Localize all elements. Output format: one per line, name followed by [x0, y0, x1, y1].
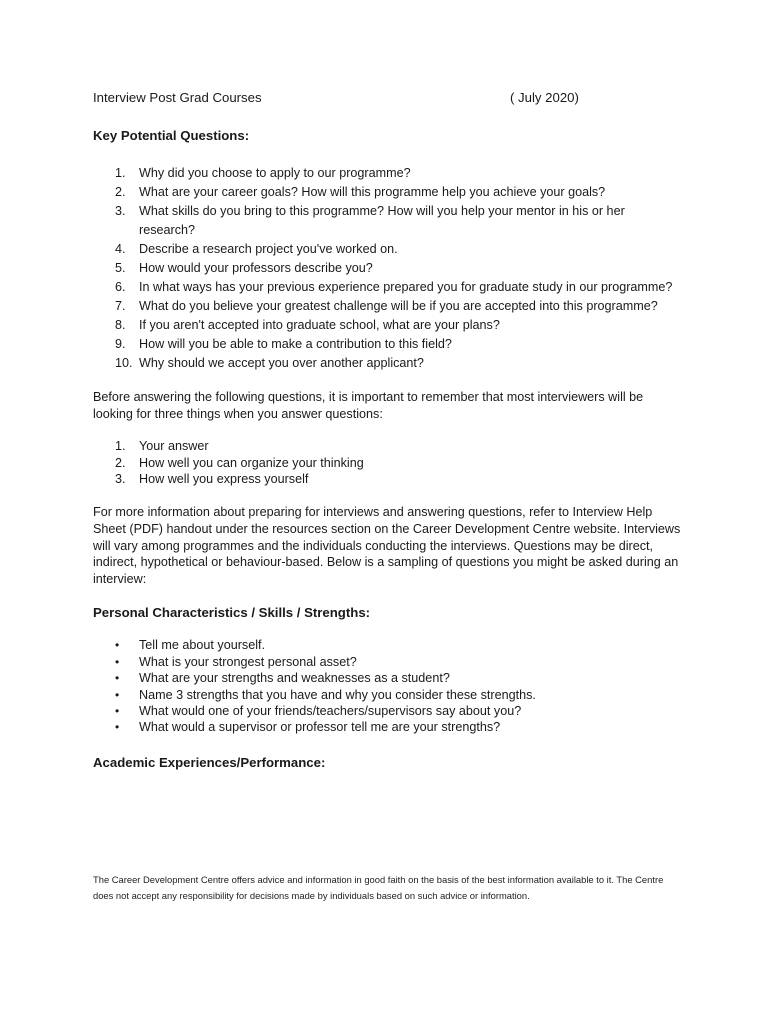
- question-text: What skills do you bring to this programme? How will you help your mentor in his or her research?: [139, 204, 625, 237]
- document-page: [93, 88, 683, 772]
- list-item: [93, 164, 683, 183]
- list-item: [93, 687, 683, 703]
- list-item: [93, 259, 683, 278]
- list-item: [93, 335, 683, 354]
- list-item: [93, 354, 683, 373]
- list-item: [93, 183, 683, 202]
- academic-heading: Academic Experiences/Performance:: [93, 754, 326, 770]
- bullet-icon: •: [115, 671, 120, 686]
- document-title: Interview Post Grad Courses: [93, 90, 262, 105]
- personal-questions-list: [93, 637, 683, 735]
- three-things-list: [93, 438, 683, 487]
- list-number: 3.: [115, 472, 126, 486]
- list-item: [93, 719, 683, 735]
- question-text: What is your strongest personal asset?: [139, 654, 357, 669]
- item-text: Your answer: [139, 439, 209, 454]
- bullet-icon: •: [115, 687, 120, 702]
- question-text: What are your strengths and weaknesses as a student?: [139, 671, 450, 686]
- list-number: 2.: [115, 185, 126, 199]
- key-questions-list: [93, 164, 683, 373]
- list-item: [93, 316, 683, 335]
- list-number: 1.: [115, 166, 126, 180]
- list-item: [93, 202, 683, 240]
- bullet-icon: •: [115, 704, 120, 718]
- question-text: What do you believe your greatest challenge will be if you are accepted into this programme?: [139, 299, 658, 313]
- question-text: Name 3 strengths that you have and why you consider these strengths.: [139, 687, 536, 702]
- item-text: How well you express yourself: [139, 472, 309, 486]
- list-number: 6.: [115, 280, 126, 294]
- list-number: 9.: [115, 337, 126, 351]
- question-text: Why did you choose to apply to our programme?: [139, 166, 411, 180]
- list-item: [93, 438, 683, 454]
- question-text: In what ways has your previous experience prepared you for graduate study in our programme?: [139, 280, 673, 294]
- key-questions-heading: Key Potential Questions:: [93, 128, 250, 143]
- list-item: [93, 703, 683, 719]
- personal-heading: Personal Characteristics / Skills / Strengths:: [93, 605, 371, 621]
- bullet-icon: •: [115, 654, 120, 669]
- question-text: If you aren't accepted into graduate school, what are your plans?: [139, 318, 500, 332]
- list-item: [93, 455, 683, 471]
- list-number: 2.: [115, 455, 126, 470]
- list-item: [93, 654, 683, 670]
- item-text: How well you can organize your thinking: [139, 455, 364, 470]
- document-header: [93, 88, 683, 107]
- question-text: Describe a research project you've worked on.: [139, 242, 398, 256]
- info-paragraph: For more information about preparing for interviews and answering questions, refer to Interview Help Sheet (PDF) handout under the resources section on the Career Development Centre website. Interviews will vary among programmes and the individuals conducting the interviews. Questions may be direct, indirect, hypothetical or behaviour-based. Below is a sampling of questions you might be asked during an interview:: [93, 505, 681, 586]
- intro-paragraph: Before answering the following questions, it is important to remember that most interviewers will be looking for three things when you answer questions:: [93, 390, 644, 421]
- question-text: What are your career goals? How will this programme help you achieve your goals?: [139, 185, 606, 199]
- question-text: Why should we accept you over another applicant?: [139, 356, 424, 370]
- bullet-icon: •: [115, 638, 120, 653]
- bullet-icon: •: [115, 720, 120, 735]
- list-item: [93, 240, 683, 259]
- question-text: What would a supervisor or professor tell me are your strengths?: [139, 720, 501, 735]
- list-item: [93, 471, 683, 487]
- list-item: [93, 278, 683, 297]
- list-number: 5.: [115, 261, 126, 275]
- list-number: 3.: [115, 204, 126, 218]
- list-item: [93, 637, 683, 653]
- question-text: Tell me about yourself.: [139, 638, 265, 653]
- list-number: 7.: [115, 299, 126, 313]
- list-number: 8.: [115, 318, 126, 332]
- list-number: 1.: [115, 439, 126, 454]
- list-number: 10.: [115, 356, 133, 370]
- disclaimer-footer: The Career Development Centre offers advice and information in good faith on the basis of the best information available to it. The Centre does not accept any responsibility for decisions made by individuals based on such advice or information.: [93, 874, 664, 901]
- list-item: [93, 297, 683, 316]
- list-item: [93, 670, 683, 686]
- list-number: 4.: [115, 242, 126, 256]
- question-text: How will you be able to make a contribution to this field?: [139, 337, 452, 351]
- question-text: How would your professors describe you?: [139, 261, 373, 275]
- question-text: What would one of your friends/teachers/supervisors say about you?: [139, 704, 522, 718]
- document-date: ( July 2020): [510, 90, 579, 105]
